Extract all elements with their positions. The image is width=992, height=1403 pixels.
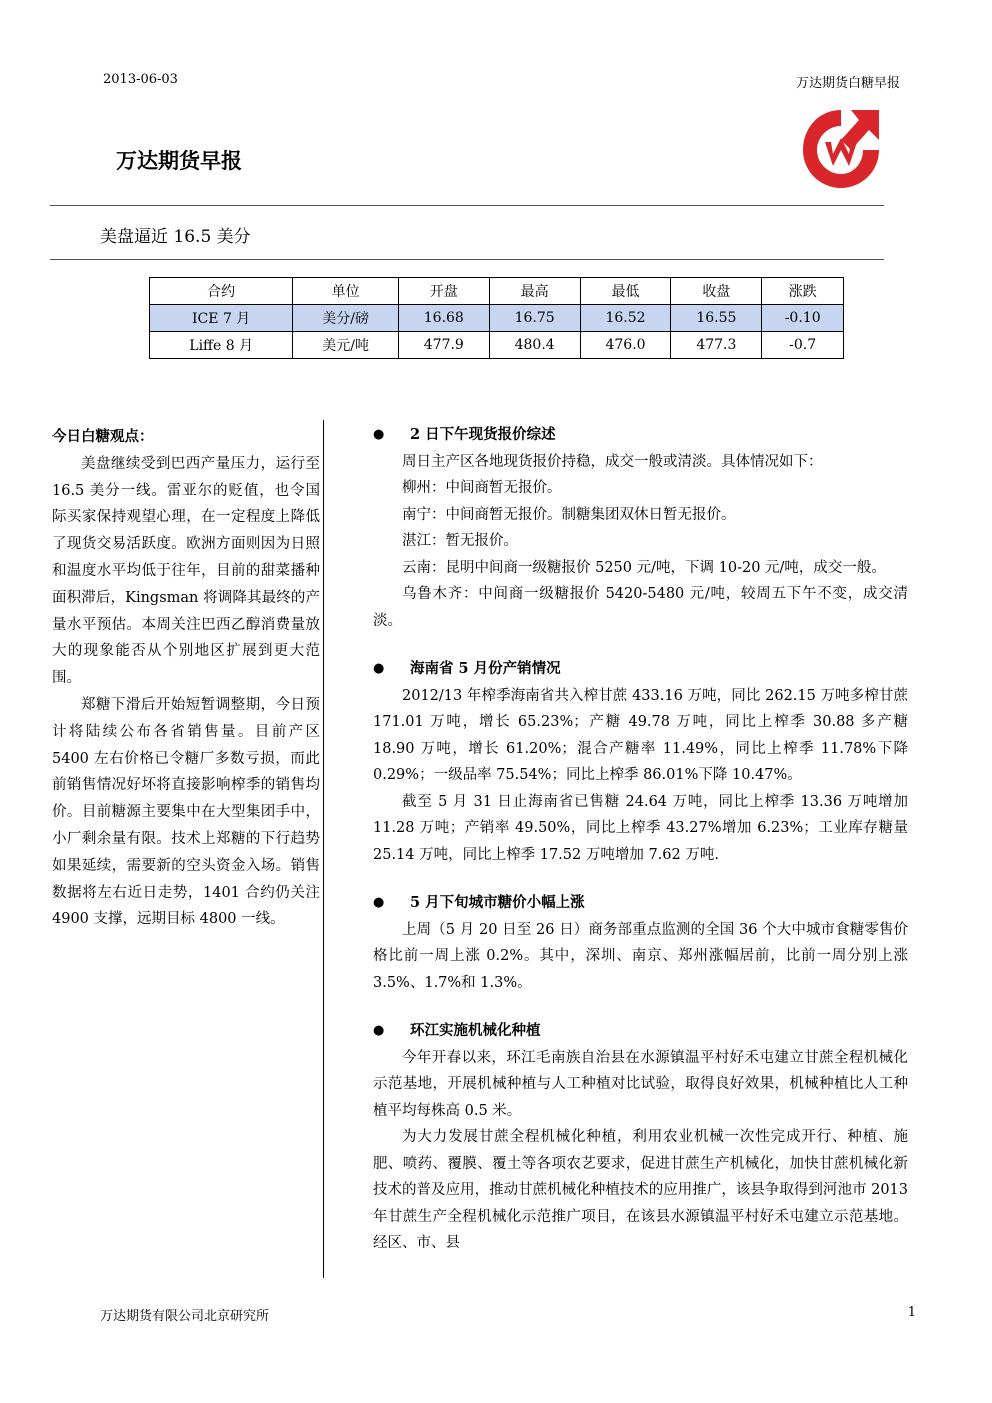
divider-top: [50, 205, 884, 206]
section-line: 云南：昆明中间商一级糖报价 5250 元/吨，下调 10-20 元/吨，成交一般。: [402, 559, 886, 576]
table-cell: Liffe 8 月: [150, 332, 293, 359]
market-view-column: [52, 424, 320, 933]
section-line: 南宁：中间商暂无报价。制糖集团双休日暂无报价。: [402, 506, 736, 523]
table-header: 涨跌: [762, 278, 844, 305]
section-paragraph: 2012/13 年榨季海南省共入榨甘蔗 433.16 万吨，同比 262.15 万吨多榨甘蔗 171.01 万吨，增长 65.23%；产糖 49.78 万吨，同比上榨季 30.88 多产糖 18.90 万吨，增长 61.20%；混合产糖率 11.49%，同比上榨季 11.78%下降 0.29%；一级品率 75.54%；同比上榨季 86.01%下降 10.47%。: [373, 687, 908, 783]
market-view-paragraph: 郑糖下滑后开始短暂调整期，今日预计将陆续公布各省销售量。目前产区 5400 左右价格已令糖厂多数亏损，而此前销售情况好坏将直接影响榨季的销售均价。目前糖源主要集中在大型集团手中，小厂剩余量有限。技术上郑糖的下行趋势如果延续，需要新的空头资金入场。销售数据将左右近日走势，1401 合约仍关注 4900 支撑，远期目标 4800 一线。: [52, 696, 320, 928]
table-header: 开盘: [398, 278, 489, 305]
market-view-paragraph: 美盘继续受到巴西产量压力，运行至 16.5 美分一线。雷亚尔的贬值，也令国际买家保持观望心理，在一定程度上降低了现货交易活跃度。欧洲方面则因为日照和温度水平均低于往年，目前的甜菜播种面积滞后，Kingsman 将调降其最终的产量水平预估。本周关注巴西乙醇消费量放大的现象能否从个别地区扩展到更大范围。: [52, 455, 320, 687]
table-cell: 16.75: [489, 305, 580, 332]
table-cell: 480.4: [489, 332, 580, 359]
section-paragraph: 上周（5 月 20 日至 26 日）商务部重点监测的全国 36 个大中城市食糖零售价格比前一周上涨 0.2%。其中，深圳、南京、郑州涨幅居前，比前一周分别上涨 3.5%、1.7%和 1.3%。: [373, 921, 908, 991]
bullet-icon: ●: [373, 427, 385, 442]
table-cell: 16.55: [671, 305, 762, 332]
table-cell: ICE 7 月: [150, 305, 293, 332]
news-section-huanjiang: [373, 1018, 908, 1257]
divider-bottom: [50, 259, 884, 260]
table-cell: -0.10: [762, 305, 844, 332]
news-section-hainan: [373, 656, 908, 868]
page-number: 1: [907, 1305, 916, 1320]
table-header: 最高: [489, 278, 580, 305]
company-logo-icon: [797, 106, 885, 192]
section-paragraph: 截至 5 月 31 日止海南省已售糖 24.64 万吨，同比上榨季 13.36 万吨增加 11.28 万吨；产销率 49.50%，同比上榨季 43.27%增加 6.23%；工业库存糖量 25.14 万吨，同比上榨季 17.52 万吨增加 7.62 万吨.: [373, 793, 908, 863]
news-column: [373, 422, 908, 1279]
table-cell: 16.68: [398, 305, 489, 332]
section-title: 5 月下旬城市糖价小幅上涨: [410, 894, 585, 911]
table-row: [150, 305, 844, 332]
table-cell: 477.3: [671, 332, 762, 359]
section-title: 2 日下午现货报价综述: [410, 426, 556, 443]
section-paragraph: 今年开春以来，环江毛南族自治县在水源镇温平村好禾屯建立甘蔗全程机械化示范基地，开展机械种植与人工种植对比试验，取得良好效果，机械种植比人工种植平均每株高 0.5 米。: [373, 1049, 908, 1119]
section-paragraph: 为大力发展甘蔗全程机械化种植，利用农业机械一次性完成开行、种植、施肥、喷药、覆膜、覆土等各项农艺要求，促进甘蔗生产机械化，加快甘蔗机械化新技术的普及应用，推动甘蔗机械化种植技术的应用推广，该县争取得到河池市 2013 年甘蔗生产全程机械化示范推广项目，在该县水源镇温平村好禾屯建立示范基地。经区、市、县: [373, 1129, 908, 1251]
table-header: 合约: [150, 278, 293, 305]
table-header: 单位: [293, 278, 399, 305]
market-view-heading: 今日白糖观点：: [52, 428, 154, 445]
table-cell: 476.0: [580, 332, 671, 359]
section-line: 柳州：中间商暂无报价。: [402, 480, 562, 496]
news-section-city-prices: [373, 890, 908, 996]
table-cell: 美元/吨: [293, 332, 399, 359]
table-cell: -0.7: [762, 332, 844, 359]
report-date: 2013-06-03: [103, 72, 178, 87]
table-cell: 477.9: [398, 332, 489, 359]
headline: 美盘逼近 16.5 美分: [100, 227, 251, 247]
section-line: 乌鲁木齐：中间商一级糖报价 5420-5480 元/吨，较周五下午不变，成交清淡。: [373, 586, 908, 629]
section-title: 环江实施机械化种植: [410, 1022, 541, 1039]
table-header: 最低: [580, 278, 671, 305]
section-title: 海南省 5 月份产销情况: [410, 660, 561, 677]
table-row: [150, 332, 844, 359]
bullet-icon: ●: [373, 661, 385, 676]
column-divider: [323, 420, 324, 1278]
news-section-spot-quotes: [373, 422, 908, 634]
price-table: [149, 277, 844, 359]
table-cell: 美分/磅: [293, 305, 399, 332]
table-header-row: [150, 278, 844, 305]
section-line: 湛江：暂无报价。: [402, 533, 518, 549]
bullet-icon: ●: [373, 895, 385, 910]
table-cell: 16.52: [580, 305, 671, 332]
footer-company: 万达期货有限公司北京研究所: [100, 1309, 270, 1324]
page-title: 万达期货早报: [116, 148, 242, 173]
table-header: 收盘: [671, 278, 762, 305]
report-series-title: 万达期货白糖早报: [795, 76, 900, 91]
bullet-icon: ●: [373, 1023, 385, 1038]
section-paragraph: 周日主产区各地现货报价持稳，成交一般或清淡。具体情况如下：: [402, 453, 823, 470]
